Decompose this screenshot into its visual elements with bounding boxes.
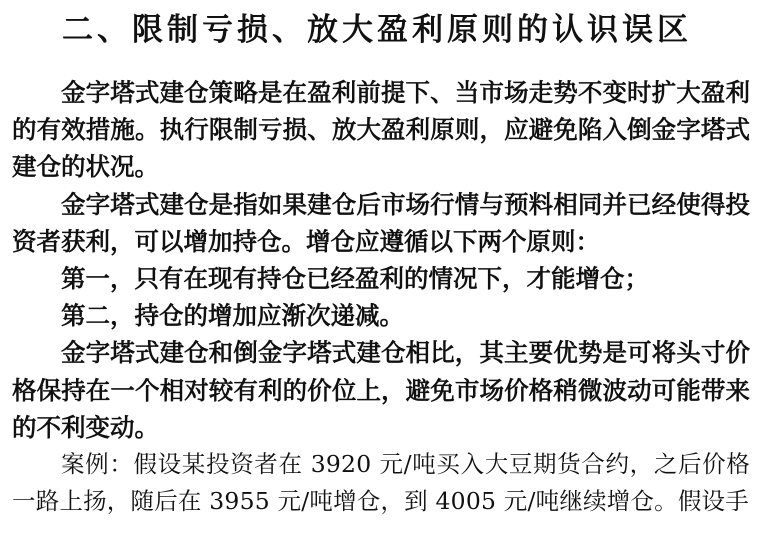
- paragraph-pyramid-strategy: 金字塔式建仓策略是在盈利前提下、当市场走势不变时扩大盈利的有效措施。执行限制亏损、放大盈利原则，应避免陷入倒金字塔式建仓的状况。: [12, 78, 750, 182]
- section-heading: 二、限制亏损、放大盈利原则的认识误区: [62, 12, 692, 48]
- paragraph-case-example: 案例：假设某投资者在 3920 元/吨买入大豆期货合约，之后价格一路上扬，随后在 3955 元/吨增仓，到 4005 元/吨继续增仓。假设手: [12, 450, 750, 516]
- paragraph-principle-two: 第二，持仓的增加应渐次递减。: [61, 301, 404, 331]
- paragraph-pyramid-definition: 金字塔式建仓是指如果建仓后市场行情与预料相同并已经使得投资者获利，可以增加持仓。增仓应遵循以下两个原则：: [12, 189, 750, 256]
- document-body: [12, 74, 750, 520]
- paragraph-principle-one: 第一，只有在现有持仓已经盈利的情况下，才能增仓；: [61, 264, 649, 294]
- paragraph-pyramid-advantage: 金字塔式建仓和倒金字塔式建仓相比，其主要优势是可将头寸价格保持在一个相对较有利的价位上，避免市场价格稍微波动可能带来的不利变动。: [12, 338, 750, 442]
